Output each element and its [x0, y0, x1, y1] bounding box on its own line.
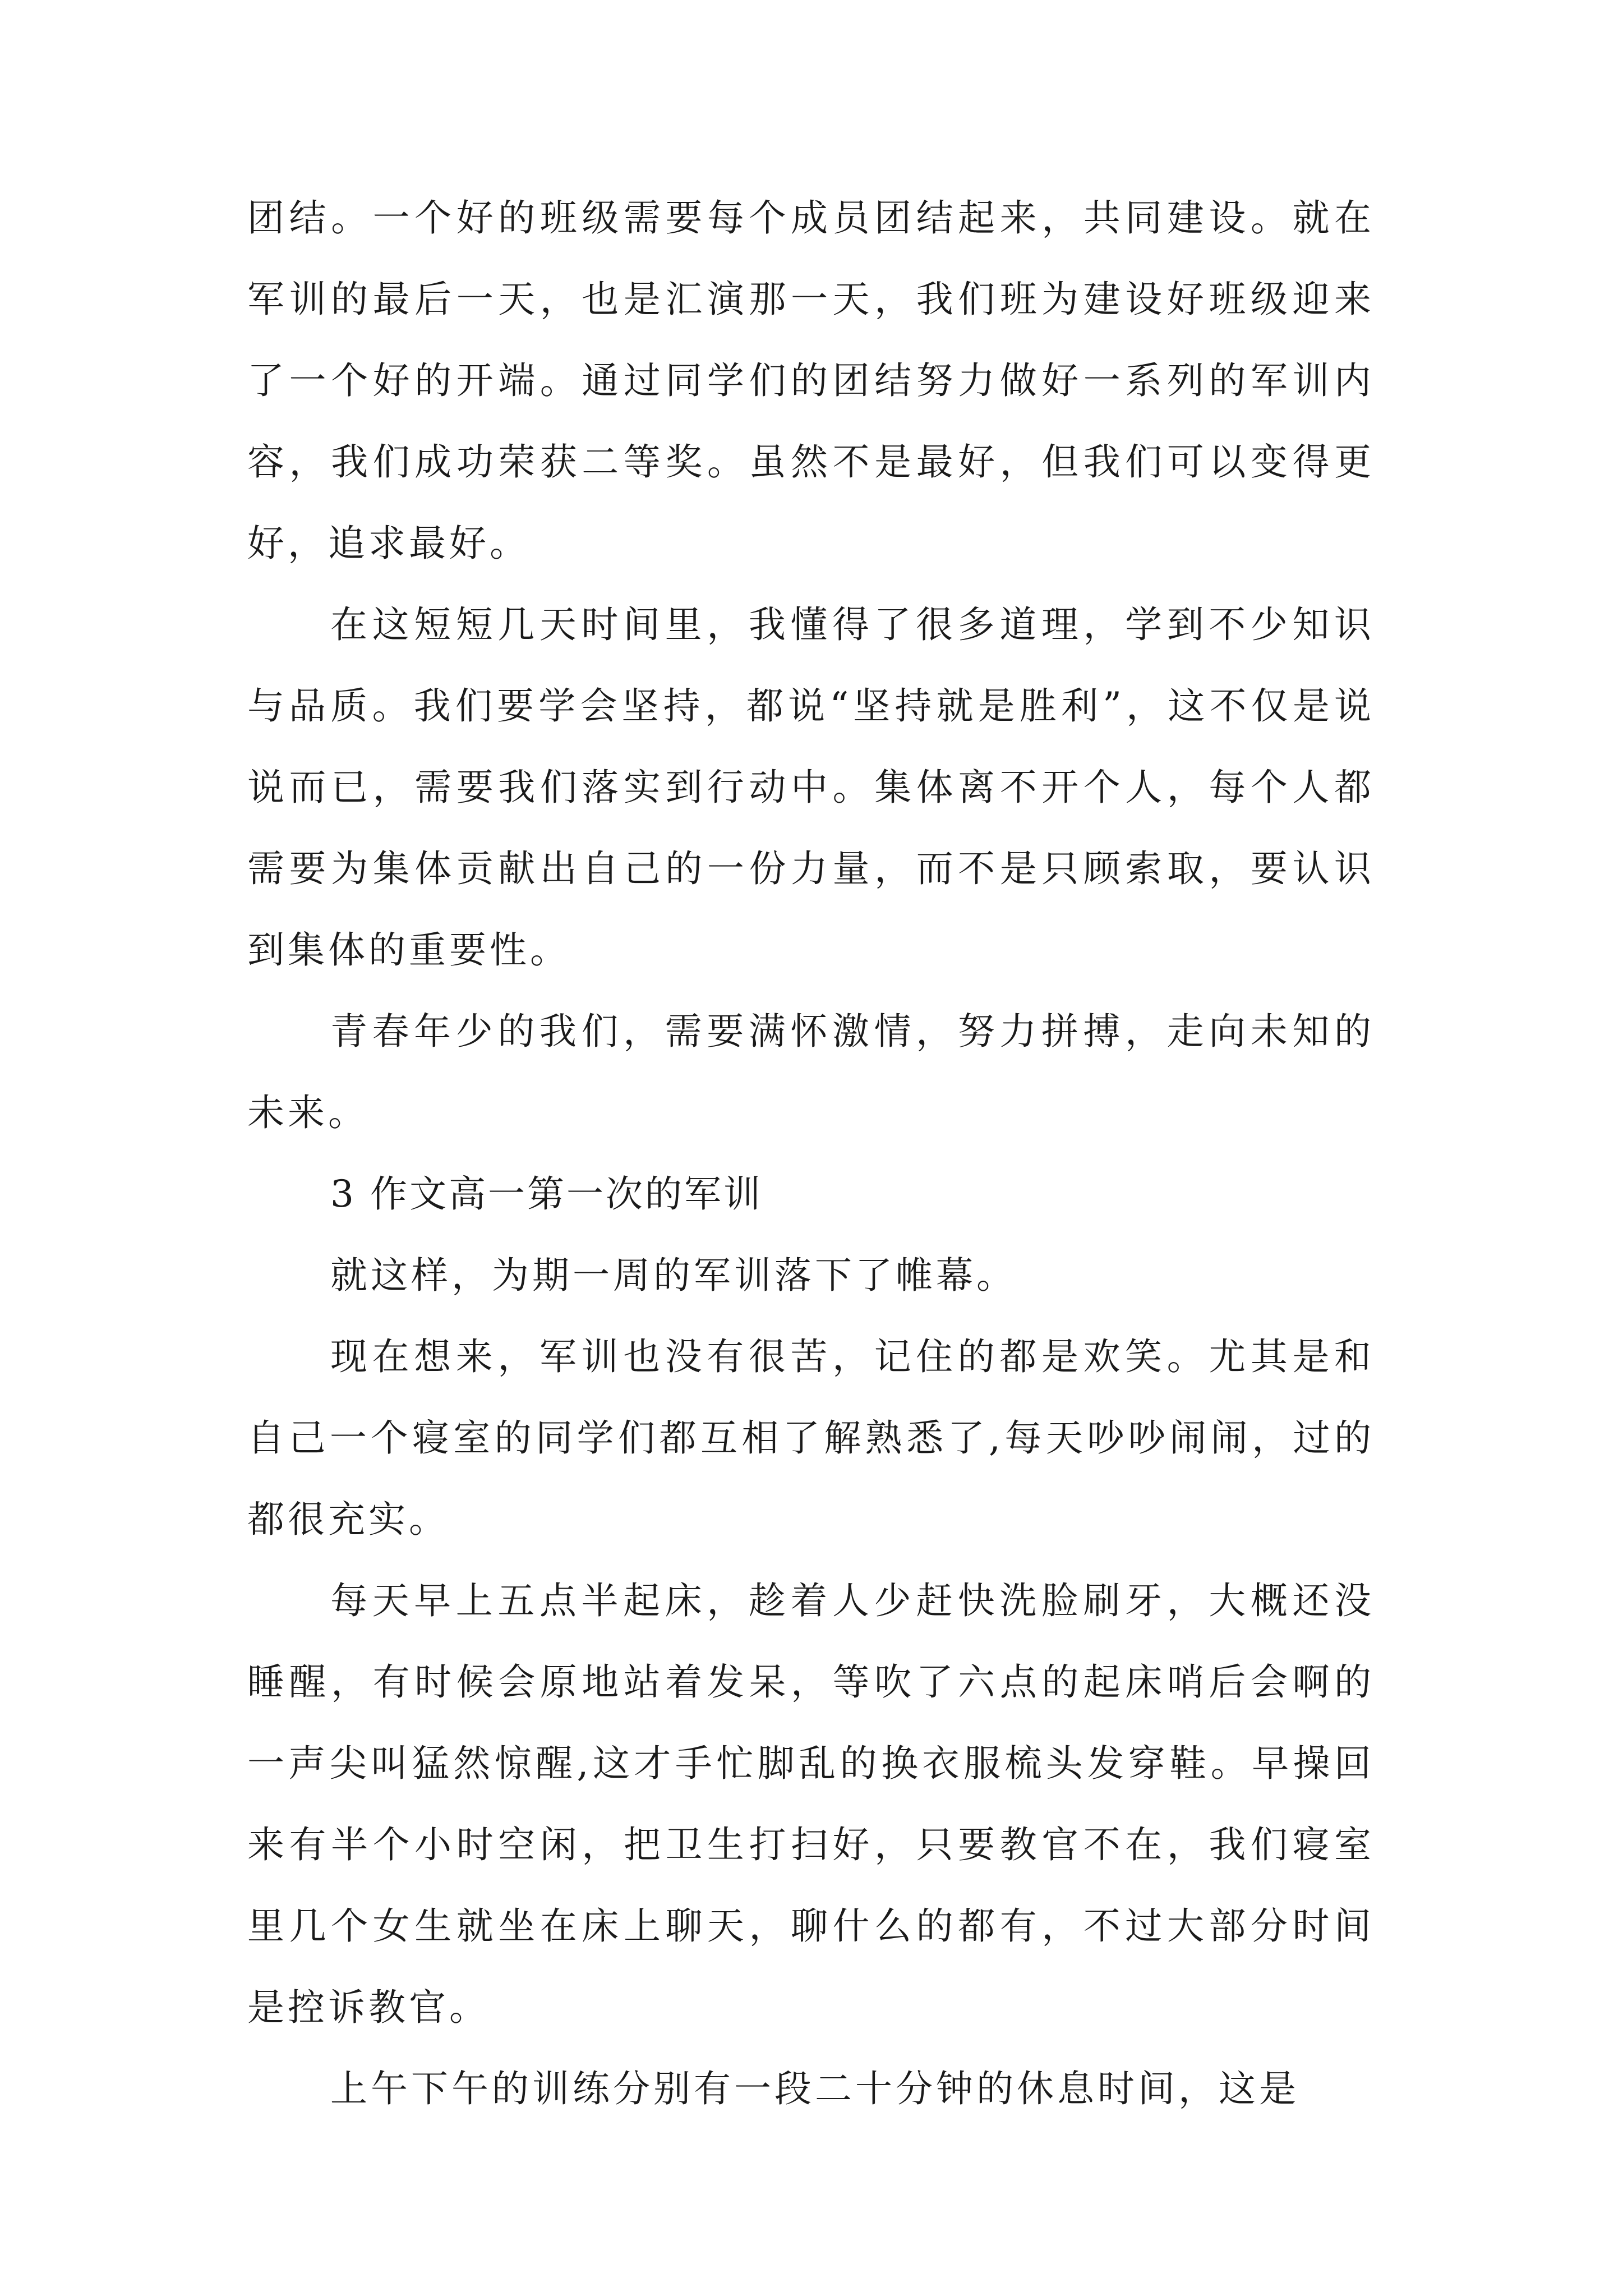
- section-title: 3 作文高一第一次的军训: [330, 1172, 763, 1216]
- document-body: [247, 177, 1375, 2129]
- paragraph-7: 上午下午的训练分别有一段二十分钟的休息时间，这是: [330, 2067, 1299, 2110]
- paragraph-6: 每天早上五点半起床，趁着人少赶快洗脸刷牙，大概还没睡醒，有时候会原地站着发呆，等吹了六点的起床哨后会啊的一声尖叫猛然惊醒,这才手忙脚乱的换衣服梳头发穿鞋。早操回来有半个小时空闲，把卫生打扫好，只要教官不在，我们寝室里几个女生就坐在床上聊天，聊什么的都有，不过大部分时间是控诉教官。: [247, 1579, 1375, 2029]
- paragraph-2: 在这短短几天时间里，我懂得了很多道理，学到不少知识与品质。我们要学会坚持，都说“坚持就是胜利”，这不仅是说说而已，需要我们落实到行动中。集体离不开个人，每个人都需要为集体贡献出自己的一份力量，而不是只顾索取，要认识到集体的重要性。: [247, 603, 1375, 972]
- paragraph-5: 现在想来，军训也没有很苦，记住的都是欢笑。尤其是和自己一个寝室的同学们都互相了解熟悉了,每天吵吵闹闹，过的都很充实。: [247, 1335, 1375, 1541]
- paragraph-1: 团结。一个好的班级需要每个成员团结起来，共同建设。就在军训的最后一天，也是汇演那一天，我们班为建设好班级迎来了一个好的开端。通过同学们的团结努力做好一系列的军训内容，我们成功荣获二等奖。虽然不是最好，但我们可以变得更好，追求最好。: [247, 196, 1375, 565]
- paragraph-4: 就这样，为期一周的军训落下了帷幕。: [330, 1254, 1017, 1297]
- paragraph-3: 青春年少的我们，需要满怀激情，努力拼搏，走向未知的未来。: [247, 1010, 1375, 1134]
